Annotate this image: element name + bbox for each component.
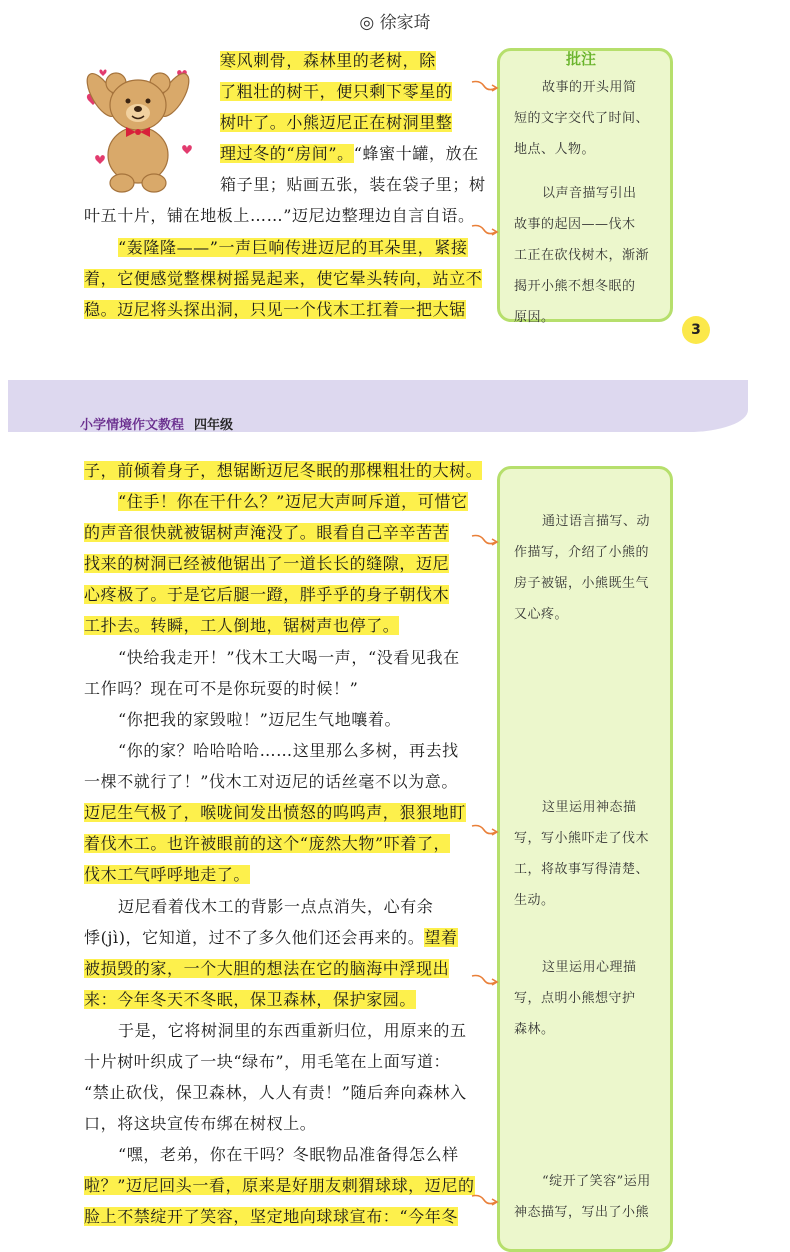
highlighted-text: 树叶了。小熊迈尼正在树洞里整 <box>220 113 453 132</box>
plain-text: “禁止砍伐，保卫森林，人人有责！”随后奔向森林入 <box>84 1083 467 1102</box>
story-line <box>84 678 358 700</box>
highlighted-text: 脸上不禁绽开了笑容，坚定地向球球宣布：“今年冬 <box>84 1207 458 1226</box>
plain-text: “你的家？哈哈哈哈……这里那么多树，再去找 <box>118 741 459 760</box>
plain-text: 叶五十片，铺在地板上……”迈尼边整理边自言自语。 <box>84 206 475 225</box>
highlighted-text: 伐木工气呼呼地走了。 <box>84 865 251 884</box>
plain-text: 迈尼看着伐木工的背影一点点消失，心有余 <box>118 897 434 916</box>
annotation-line: 房子被锯，小熊既生气 <box>514 576 650 591</box>
plain-text: 悸(jì)，它知道，过不了多久他们还会再来的。 <box>84 928 425 947</box>
story-line <box>84 1175 475 1197</box>
story-line <box>84 584 449 606</box>
annotation-line: 这里运用神态描 <box>542 800 637 815</box>
annotation-line: 生动。 <box>514 893 555 908</box>
annotation-line: 原因。 <box>514 310 555 325</box>
arrow-icon <box>470 822 500 842</box>
story-line <box>84 1113 316 1135</box>
highlighted-text: 子，前倾着身子，想锯断迈尼冬眠的那棵粗壮的大树。 <box>84 461 483 480</box>
annotation-line: 森林。 <box>514 1022 555 1037</box>
story-line <box>84 958 449 980</box>
story-line <box>220 143 479 165</box>
highlighted-text: 寒风刺骨，森林里的老树，除 <box>220 51 436 70</box>
story-line <box>118 740 459 762</box>
plain-text: “快给我走开！”伐木工大喝一声，“没看见我在 <box>118 648 460 667</box>
arrow-icon <box>470 222 500 242</box>
annotation-line: 写，写小熊吓走了伐木 <box>514 831 650 846</box>
highlighted-text: 着，它便感觉整棵树摇晃起来，使它晕头转向，站立不 <box>84 269 483 288</box>
story-line <box>118 709 401 731</box>
arrow-icon <box>470 972 500 992</box>
story-line <box>84 1206 458 1228</box>
annotation-line: 作描写，介绍了小熊的 <box>514 545 650 560</box>
highlighted-text: “轰隆隆——”一声巨响传进迈尼的耳朵里，紧接 <box>118 238 468 257</box>
story-line <box>84 553 449 575</box>
story-line <box>84 205 475 227</box>
annotation-line: 通过语言描写、动 <box>542 514 651 529</box>
story-line <box>118 1144 459 1166</box>
story-line <box>84 268 482 290</box>
story-line <box>84 864 250 886</box>
story-line <box>118 237 468 259</box>
story-line <box>220 112 452 134</box>
highlighted-text: 被损毁的家，一个大胆的想法在它的脑海中浮现出 <box>84 959 450 978</box>
story-line <box>220 50 436 72</box>
story-line <box>84 460 482 482</box>
highlighted-text: 了粗壮的树干，便只剩下零星的 <box>220 82 453 101</box>
highlighted-text: 迈尼生气极了，喉咙间发出愤怒的呜呜声，狠狠地盯 <box>84 803 466 822</box>
plain-text: 工作吗？现在可不是你玩耍的时候！” <box>84 679 359 698</box>
highlighted-text: 工扑去。转瞬，工人倒地，锯树声也停了。 <box>84 616 400 635</box>
highlighted-text: 来：今年冬天不冬眠，保卫森林，保护家园。 <box>84 990 417 1009</box>
story-line <box>220 174 486 196</box>
annotation-line: 短的文字交代了时间、 <box>514 111 650 126</box>
annotation-line: 这里运用心理描 <box>542 960 637 975</box>
story-line <box>118 896 433 918</box>
book-series-title <box>80 414 233 433</box>
annotation-line: 揭开小熊不想冬眠的 <box>514 279 636 294</box>
plain-text: 于是，它将树洞里的东西重新归位，用原来的五 <box>118 1021 467 1040</box>
highlighted-text: 找来的树洞已经被他锯出了一道长长的缝隙，迈尼 <box>84 554 450 573</box>
story-line <box>118 647 460 669</box>
plain-text: 一棵不就行了！”伐木工对迈尼的话丝毫不以为意。 <box>84 772 458 791</box>
story-line <box>84 1051 450 1073</box>
story-line <box>84 989 416 1011</box>
highlighted-text: 稳。迈尼将头探出洞，只见一个伐木工扛着一把大锯 <box>84 300 466 319</box>
highlighted-text: “住手！你在干什么？”迈尼大声呵斥道，可惜它 <box>118 492 468 511</box>
annotation-heading: 批注 <box>566 50 597 68</box>
story-line <box>220 81 452 103</box>
highlighted-text: 啦？”迈尼回头一看，原来是好朋友刺猬球球，迈尼的 <box>84 1176 475 1195</box>
story-line <box>118 491 468 513</box>
plain-text: “嘿，老弟，你在干吗？冬眠物品准备得怎么样 <box>118 1145 459 1164</box>
annotation-line: 又心疼。 <box>514 607 569 622</box>
annotation-line: 地点、人物。 <box>514 142 596 157</box>
highlighted-text: 着伐木工。也许被眼前的这个“庞然大物”吓着了， <box>84 834 451 853</box>
highlighted-text: 的声音很快就被锯树声淹没了。眼看自己辛辛苦苦 <box>84 523 450 542</box>
highlighted-text: 心疼极了。于是它后腿一蹬，胖乎乎的身子朝伐木 <box>84 585 450 604</box>
teddy-bear-illustration <box>78 55 198 195</box>
story-line <box>84 615 399 637</box>
author-name: ◎ 徐家琦 <box>359 13 431 33</box>
story-line <box>84 1082 467 1104</box>
arrow-icon <box>470 1192 500 1212</box>
plain-text: “蜂蜜十罐，放在 <box>353 144 479 163</box>
annotation-line: 以声音描写引出 <box>542 186 637 201</box>
plain-text: “你把我的家毁啦！”迈尼生气地嚷着。 <box>118 710 402 729</box>
highlighted-text: 理过冬的“房间”。 <box>220 144 354 163</box>
annotation-line: 神态描写，写出了小熊 <box>514 1205 650 1220</box>
annotation-line: “绽开了笑容”运用 <box>542 1174 651 1189</box>
grade-label: 四年级 <box>194 418 234 433</box>
story-line <box>84 833 450 855</box>
annotation-line: 工正在砍伐树木，渐渐 <box>514 248 650 263</box>
arrow-icon <box>470 532 500 552</box>
story-line <box>84 802 466 824</box>
page-number: 3 <box>682 316 710 344</box>
annotation-line: 故事的起因——伐木 <box>514 217 636 232</box>
story-line <box>84 522 449 544</box>
story-line <box>84 771 458 793</box>
arrow-icon <box>470 78 500 98</box>
annotation-line: 工，将故事写得清楚、 <box>514 862 650 877</box>
story-line <box>84 927 458 949</box>
annotation-line: 写，点明小熊想守护 <box>514 991 636 1006</box>
story-line <box>118 1020 467 1042</box>
plain-text: 箱子里；贴画五张，装在袋子里；树 <box>220 175 486 194</box>
highlighted-text: 望着 <box>424 928 458 947</box>
series-title: 小学情境作文教程 <box>80 418 185 433</box>
story-line <box>84 299 466 321</box>
plain-text: 十片树叶织成了一块“绿布”，用毛笔在上面写道： <box>84 1052 451 1071</box>
plain-text: 口，将这块宣传布绑在树杈上。 <box>84 1114 317 1133</box>
annotation-line: 故事的开头用简 <box>542 80 637 95</box>
